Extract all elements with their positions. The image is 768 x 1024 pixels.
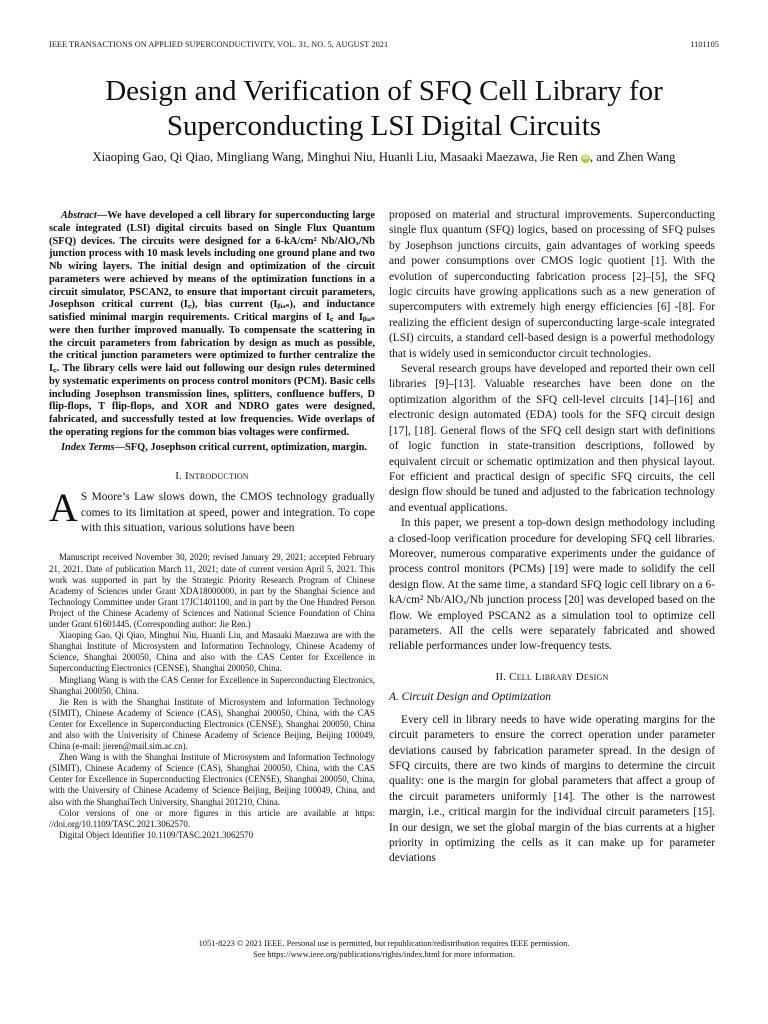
footnote-affiliation: Xiaoping Gao, Qi Qiao, Minghui Niu, Huanli Liu, and Masaaki Maezawa are with the Shanghai Institute of Microsystem and Information Technology, Chinese Academy of Science, Shanghai 200050, China and also with the CAS Center for Excellence in Superconducting Electronics (CENSE), Shanghai 200050, China. [49,630,375,674]
footnote-color-versions: Color versions of one or more figures in this article are available at https: //doi.org/10.1109/TASC.2021.3062570. [49,807,375,829]
footnotes [49,552,375,840]
journal-header: IEEE TRANSACTIONS ON APPLIED SUPERCONDUCTIVITY, VOL. 31, NO. 5, AUGUST 2021 [49,40,389,49]
subsection-heading: A. Circuit Design and Optimization [389,690,551,703]
body-paragraph: proposed on material and structural improvements. Superconducting single flux quantum (SFQ) logics, based on processing of SFQ pulses by Josephson junctions circuits, gain advantages of working speeds and power consumptions over CMOS logic quotient [1]. With the evolution of superconducting fabrication process [2]–[5], the SFQ logic circuits have growing applications such as a new generation of supercomputers with extremely high energy efficiencies [6] -[8]. For realizing the efficient design of superconducting large-scale integrated (LSI) circuits, a standard cell-based design is a powerful methodology that is widely used in semiconductor circuit technologies. [389,209,715,360]
orcid-icon[interactable]: iD [582,155,589,161]
introduction-text: S Moore’s Law slows down, the CMOS technology gradually comes to its limitation at speed, power and integration. To cope with this situation, various solutions have been [80,491,375,535]
body-paragraph: In this paper, we present a top-down design methodology including a closed-loop verification procedure for developing SFQ cell libraries. Moreover, numerous comparative experiments under the guidance of process control monitors (PCMs) [19] were made to solidify the cell design flow. At the same time, a standard SFQ logic cell library on a 6-kA/cm² Nb/AlOₓ/Nb junction process [20] was developed based on the flow. We employed PSCAN2 as a simulation tool to optimize cell parameters. All the cells were separately fabricated and showed reliable performances under low-frequency tests. [389,517,715,653]
paper-title [0,74,768,144]
author-list [0,150,768,165]
footnote-affiliation: Mingliang Wang is with the CAS Center for Excellence in Superconducting Electronics, Shanghai 200050, China. [49,674,375,696]
index-terms-text: SFQ, Josephson critical current, optimization, margin. [125,441,367,453]
drop-cap: A [49,485,78,531]
index-terms-label: Index Terms— [61,441,125,453]
right-column [389,208,715,867]
copyright-footer [0,938,768,960]
left-column [49,210,375,841]
footnote-affiliation: Jie Ren is with the Shanghai Institute of Microsystem and Information Technology (SIMIT), Chinese Academy of Science (CAS), Shanghai 200050, China, with the CAS Center for Excellence in Superconducting Electronics (CENSE), Shanghai 200050, China and also with the Univerisity of Chinese Academy of Science Beijing, Beijing 100049, China (e-mail: jieren@mail.sim.ac.cn). [49,696,375,752]
introduction-paragraph [49,485,375,536]
footnote-doi: Digital Object Identifier 10.1109/TASC.2021.3062570 [59,829,254,840]
authors-text-end: , and Zhen Wang [589,150,676,164]
body-paragraph: Several research groups have developed and reported their own cell libraries [9]–[13]. Valuable researches have been done on the optimization algorithm of the SFQ cell-level circuits [14]–[16] and electronic design automated (EDA) tools for the SFQ circuit design [17], [18]. General flows of the SFQ cell design start with definitions of logic function in state-transition descriptions, followed by equivalent circuit or schematic optimization and then physical layout. For efficient and practical design of specific SFQ circuits, the cell design flow should be tuned and adjusted to the fabrication technology and eventual applications. [389,363,715,514]
abstract-text: We have developed a cell library for superconducting large scale integrated (LSI) digital circuits based on Single Flux Quantum (SFQ) devices. The circuits were designed for a 6-kA/cm² Nb/AlOₓ/Nb junction process with 10 mask levels including one ground plane and two Nb wiring layers. The initial design and optimization of the circuit parameters were achieved by means of the optimization functions in a circuit simulator, PSCAN2, to ensure that important circuit parameters, Josephson critical current (I꜀), bias current (Iᵦᵢₐₛ), and inductance satisfied minimal margin requirements. Critical margins of I꜀ and Iᵦᵢₐₛ were then further improved manually. To compensate the scattering in the circuit parameters from fabrication by design as much as possible, the critical junction parameters were optimized to further centralize the I꜀. The library cells were laid out following our design rules determined by systematic experiments on process control monitors (PCM). Basic cells including Josephson transmission lines, splitters, confluence buffers, D flip-flops, T flip-flops, and XOR and NDRO gates were designed, fabricated, and successfully tested at low frequencies. Wide overlaps of the operating regions for the common bias voltages were confirmed. [49,210,375,438]
index-terms [49,442,375,455]
copyright-line: 1051-8223 © 2021 IEEE. Personal use is permitted, but republication/redistribution requires IEEE permission. [198,939,570,948]
footnote-affiliation: Zhen Wang is with the Shanghai Institute of Microsystem and Information Technology (SIMIT), Chinese Academy of Science (CAS), Shanghai 200050, China, with the CAS Center for Excellence in Superconducting Electronics (CENSE), Shanghai 200050, China, with the University of Chinese Academy of Science Beijing, Beijing 100049, China, and also with the ShanghaiTech University, Shanghai 201210, China. [49,752,375,807]
section-heading-cell-library-design: II. Cell Library Design [495,670,609,683]
abstract-label: Abstract— [61,210,108,221]
section-heading-introduction: I. Introduction [175,470,249,483]
rights-link[interactable]: See https://www.ieee.org/publications/rights/index.html for more information. [253,950,515,959]
footnote-manuscript: Manuscript received November 30, 2020; revised January 29, 2021; accepted February 21, 2021. Date of publication March 11, 2021; date of current version April 5, 2021. This work was supported in part by the Strategic Priority Research Program of Chinese Academy of Sciences under Grant XDA18000000, in part by the Shanghai Science and Technology Committee under Grant 17JC1401100, and in part by the One Hundred Person Project of the Chinese Academy of Sciences and National Science Foundation of China under Grant 61601445. (Corresponding author: Jie Ren.) [49,552,375,630]
title-line-2: Superconducting LSI Digital Circuits [166,110,602,142]
body-paragraph: Every cell in library needs to have wide operating margins for the circuit parameters to ensure the correct operation under parameter deviations caused by fabrication parameter spread. In the design of SFQ circuits, there are two kinds of margins to determine the circuit quality: one is the margin for global parameters that affect a group of the circuit parameters uniformly [14]. The other is the narrowest margin, i.e., critical margin for the individual circuit parameters [15]. In our design, we set the global margin of the bias currents at a higher priority in optimizing the cells as it can make up for parameter deviations [389,713,715,865]
page-number: 1101105 [690,40,719,49]
abstract [49,210,375,440]
title-line-1: Design and Verification of SFQ Cell Library for [105,75,663,107]
authors-text: Xiaoping Gao, Qi Qiao, Mingliang Wang, Minghui Niu, Huanli Liu, Masaaki Maezawa, Jie Ren [92,150,578,164]
